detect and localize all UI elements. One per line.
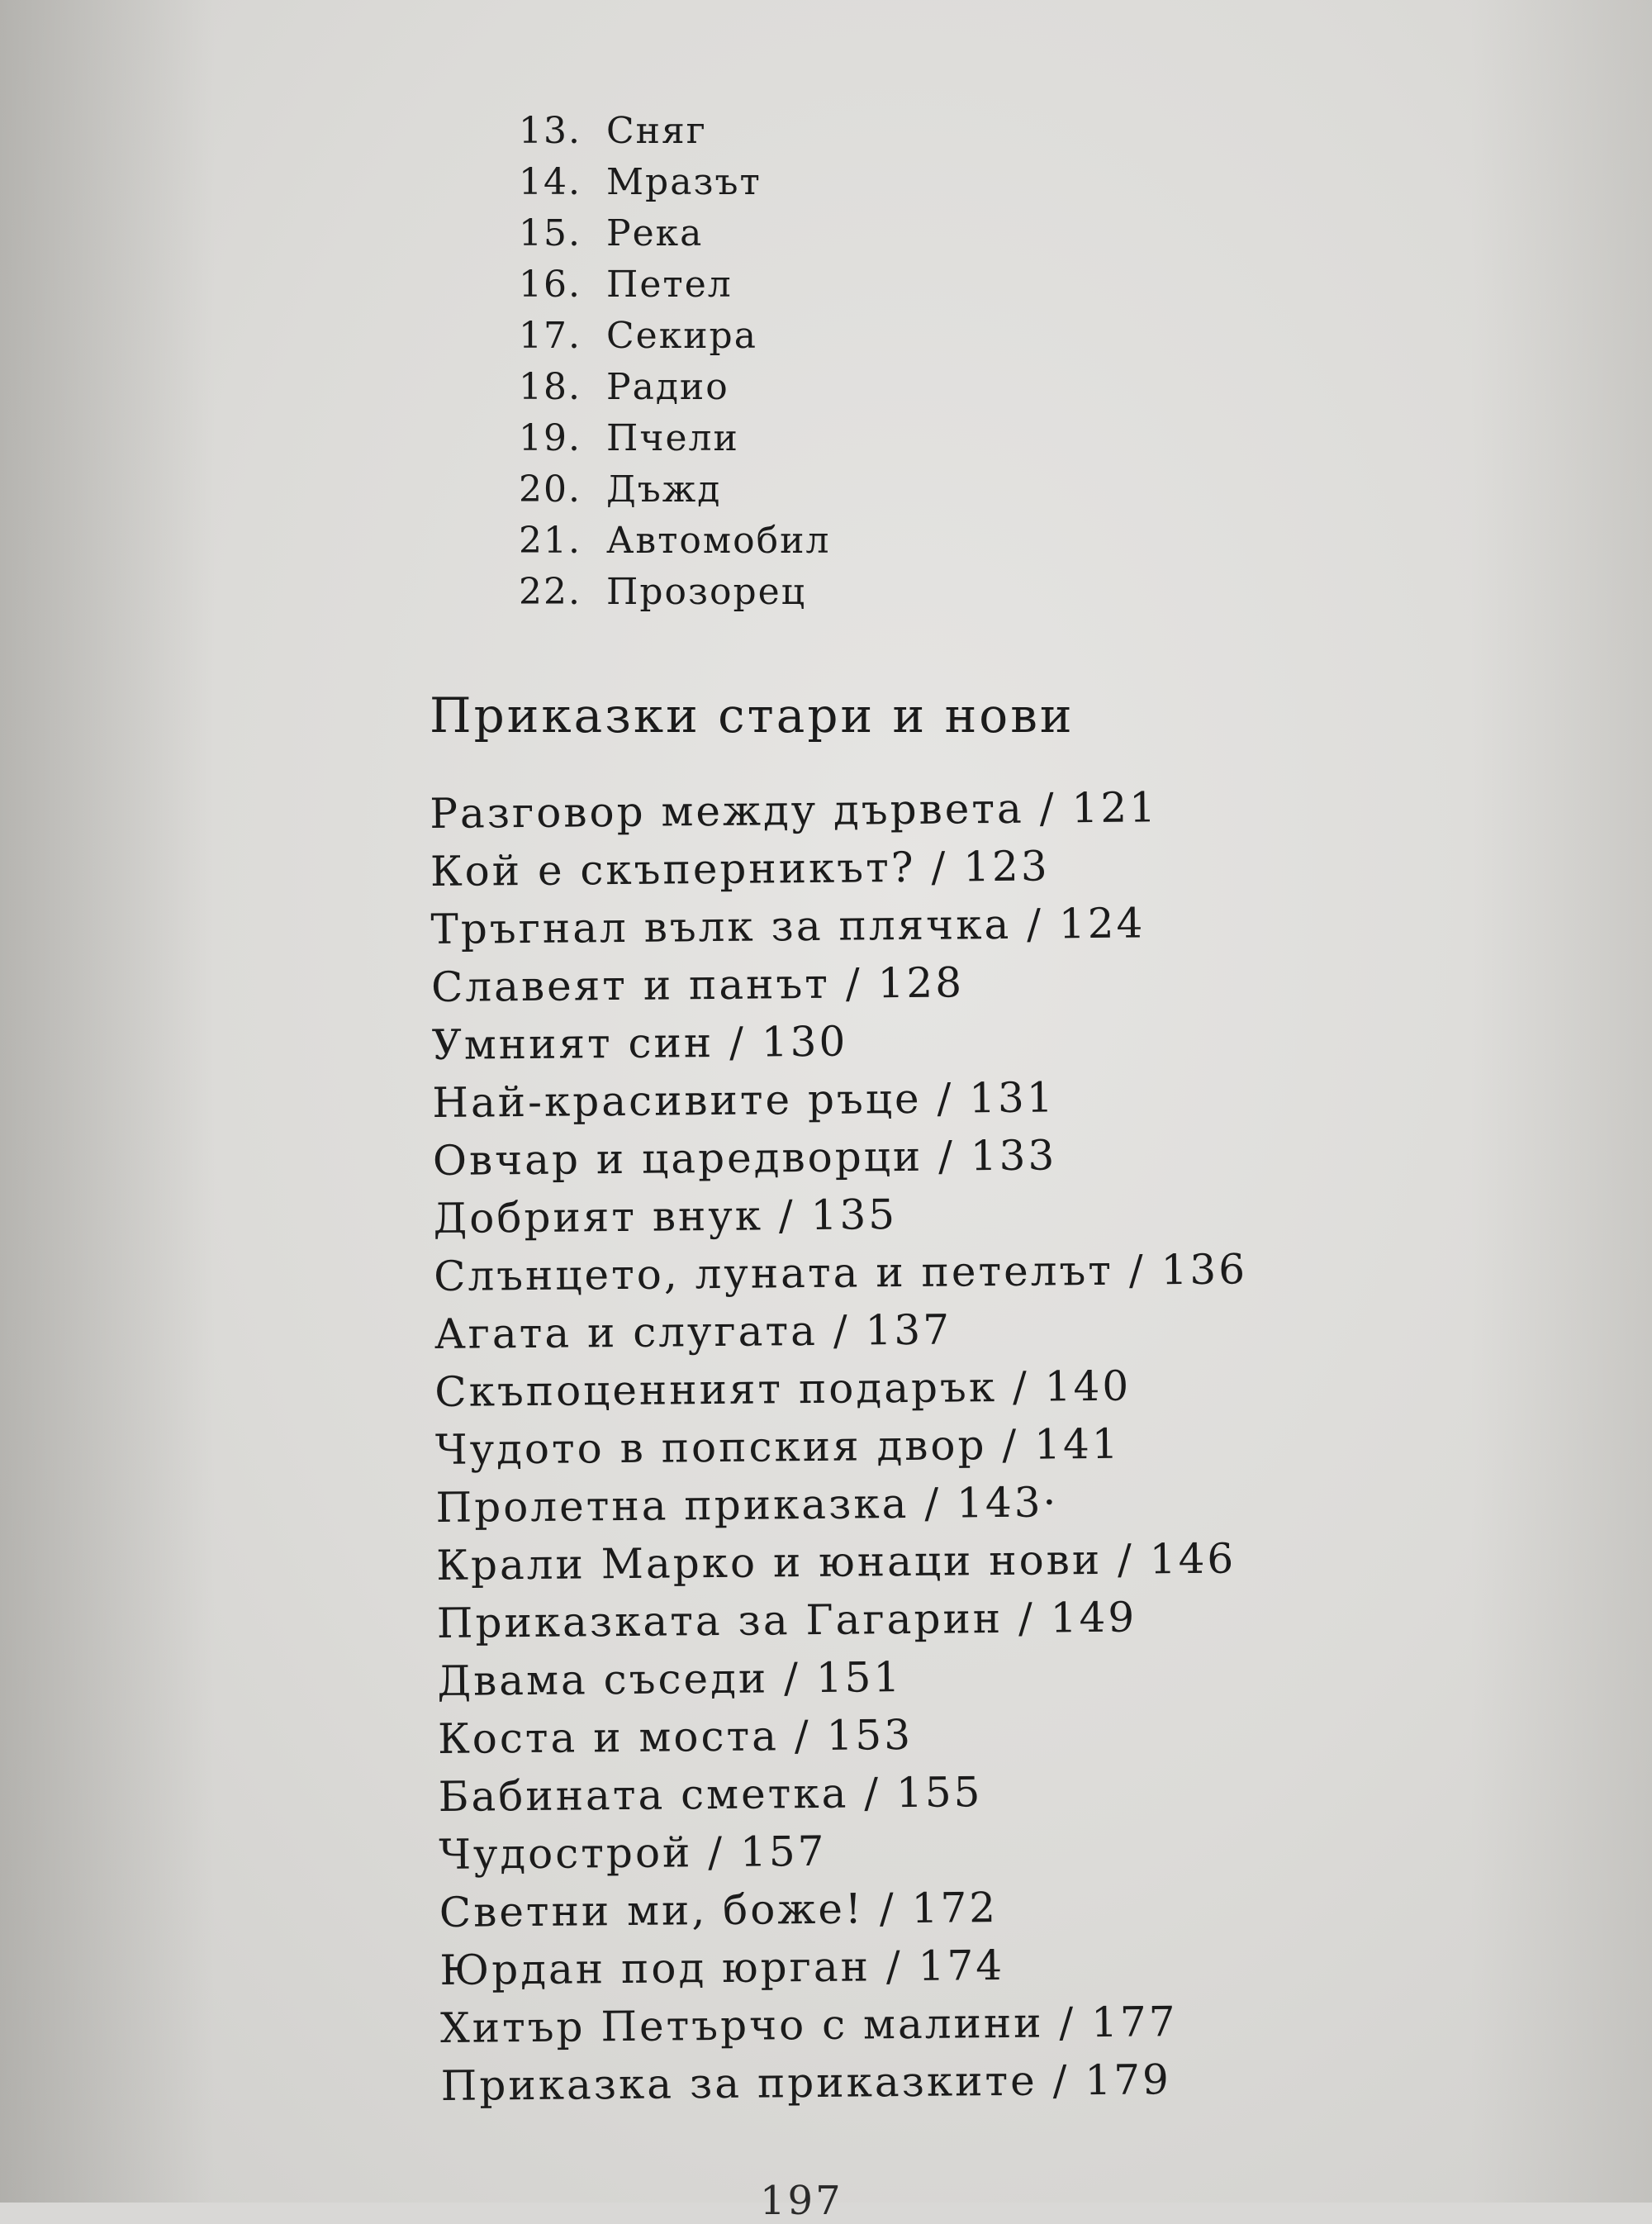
entry-title: Славеят и панът: [430, 959, 831, 1011]
entry-title: Приказка за приказките: [440, 2056, 1037, 2110]
entry-separator: /: [817, 1306, 866, 1355]
entry-separator: /: [921, 1074, 970, 1123]
entry-title: Тръгнал вълк за плячка: [430, 900, 1012, 953]
entry-title: Приказката за Гагарин: [436, 1594, 1004, 1647]
item-title: Река: [606, 212, 704, 254]
entry-separator: /: [713, 1018, 762, 1067]
section-title: Приказки стари и нови: [430, 687, 1075, 744]
item-title: Автомобил: [606, 520, 831, 562]
entry-title: Скъпоценният подарък: [434, 1363, 998, 1416]
entry-page: 155: [895, 1768, 983, 1818]
item-number: 22.: [519, 571, 582, 613]
list-item: [519, 567, 830, 618]
entry-title: Коста и моста: [437, 1712, 780, 1763]
toc-entry: [432, 1067, 1246, 1132]
toc-entry: [434, 1240, 1247, 1305]
entry-separator: /: [986, 1420, 1035, 1470]
entry-title: Кой е скъперникът?: [430, 843, 916, 896]
toc-entry: [437, 1645, 1251, 1710]
entry-separator: /: [1037, 2056, 1085, 2105]
entry-title: Агата и слугата: [434, 1306, 819, 1358]
toc-entry: [435, 1471, 1249, 1537]
page-number: [760, 2178, 859, 2224]
item-title: Радио: [606, 366, 729, 408]
entry-separator: /: [778, 1711, 827, 1761]
entry-separator: /: [1002, 1594, 1051, 1642]
entry-separator: /: [1023, 784, 1072, 833]
entry-title: Бабината сметка: [438, 1769, 849, 1821]
entry-title: Хитър Петърчо с малини: [439, 1998, 1044, 2052]
item-title: Дъжд: [606, 468, 722, 511]
item-number: 15.: [519, 212, 582, 254]
entry-title: Крали Марко и юнаци нови: [435, 1535, 1103, 1590]
toc-entry: [440, 2050, 1254, 2115]
toc-entry: [440, 1992, 1254, 2057]
entry-page: 123: [962, 842, 1050, 891]
list-item: [519, 311, 830, 362]
list-item: [519, 208, 830, 259]
item-number: 14.: [519, 161, 582, 203]
entry-title: Светни ми, боже!: [439, 1884, 865, 1936]
item-number: 18.: [519, 366, 582, 408]
toc-entry: [431, 951, 1245, 1016]
list-item: [519, 106, 830, 157]
entry-separator: /: [870, 1941, 919, 1991]
toc-entry: [430, 835, 1244, 901]
item-title: Петел: [606, 264, 733, 306]
entry-title: Двама съседи: [437, 1654, 769, 1705]
entry-page: 143·: [956, 1478, 1059, 1528]
toc-entry: [435, 1414, 1249, 1479]
entry-page: 146: [1149, 1534, 1237, 1584]
toc-entry: [439, 1818, 1252, 1884]
toc-entry: [430, 777, 1243, 843]
item-number: 16.: [519, 264, 582, 306]
entry-separator: /: [767, 1653, 817, 1703]
entry-separator: /: [762, 1190, 811, 1240]
entry-page: 172: [911, 1884, 999, 1932]
entry-page: 136: [1161, 1245, 1248, 1295]
entry-page: 149: [1050, 1593, 1137, 1642]
entry-separator: /: [1113, 1246, 1161, 1295]
entry-page: 179: [1085, 2055, 1172, 2105]
item-title: Прозорец: [606, 571, 807, 613]
entry-title: Слънцето, луната и петелът: [433, 1246, 1114, 1300]
page-shadow-right: [1470, 0, 1652, 2203]
item-number: 13.: [519, 110, 582, 152]
toc-entry: [438, 1703, 1251, 1768]
entry-separator: /: [1101, 1535, 1151, 1584]
entry-separator: /: [922, 1132, 971, 1181]
toc-entry: [439, 1934, 1253, 1999]
list-item: [519, 516, 830, 567]
entry-page: 121: [1071, 783, 1159, 833]
entry-page: 135: [810, 1190, 898, 1239]
entry-page: 137: [865, 1305, 952, 1355]
numbered-list: [519, 106, 830, 618]
item-title: Мразът: [606, 161, 762, 203]
list-item: [519, 259, 830, 311]
item-number: 21.: [519, 520, 582, 562]
entry-page: 131: [968, 1073, 1056, 1123]
toc-entry: [434, 1298, 1247, 1363]
toc-entry: [431, 1009, 1245, 1074]
list-item: [519, 157, 830, 208]
entry-page: 140: [1044, 1361, 1132, 1411]
item-title: Сняг: [606, 110, 707, 152]
entry-title: Юрдан под юрган: [439, 1942, 871, 1994]
entry-title: Пролетна приказка: [435, 1479, 909, 1532]
toc-entry: [439, 1876, 1253, 1941]
entry-separator: /: [848, 1769, 897, 1818]
toc-entry: [436, 1529, 1250, 1594]
item-title: Секира: [606, 315, 757, 357]
page-shadow-left: [0, 0, 215, 2203]
entry-separator: /: [829, 959, 878, 1008]
entry-separator: /: [692, 1827, 741, 1877]
entry-page: 177: [1090, 1998, 1178, 2047]
entry-title: Най-красивите ръце: [432, 1074, 922, 1127]
toc-entry: [434, 1356, 1248, 1421]
entry-title: Овчар и царедворци: [432, 1132, 923, 1185]
entry-page: 153: [826, 1710, 914, 1760]
entry-page: 141: [1033, 1419, 1121, 1469]
entry-title: Чудото в попския двор: [434, 1421, 987, 1474]
entry-page: 130: [761, 1017, 848, 1067]
list-item: [519, 464, 830, 516]
entry-page: 124: [1058, 899, 1146, 948]
entry-page: 174: [918, 1941, 1005, 1990]
toc-entry: [433, 1182, 1246, 1247]
entry-page: 133: [970, 1131, 1057, 1181]
entry-separator: /: [1043, 1998, 1092, 2047]
entry-page: 157: [739, 1827, 827, 1876]
entry-title: Умният син: [431, 1019, 714, 1069]
toc-entry: [430, 893, 1244, 958]
entry-title: Чудострой: [439, 1828, 693, 1879]
entry-separator: /: [863, 1884, 912, 1933]
entry-page: 128: [877, 958, 965, 1008]
item-number: 20.: [519, 468, 582, 511]
table-of-contents: [430, 777, 1255, 2115]
entry-separator: /: [915, 843, 964, 891]
toc-entry: [438, 1761, 1251, 1826]
entry-page: 151: [815, 1653, 903, 1702]
list-item: [519, 362, 830, 413]
item-title: Пчели: [606, 417, 739, 459]
list-item: [519, 413, 830, 464]
page-number-text: 197: [760, 2178, 843, 2224]
toc-entry: [433, 1124, 1246, 1190]
entry-title: Добрият внук: [433, 1191, 764, 1243]
entry-separator: /: [996, 1362, 1045, 1412]
entry-title: Разговор между дървета: [430, 784, 1025, 838]
entry-separator: /: [1010, 900, 1060, 948]
toc-entry: [437, 1587, 1251, 1652]
item-number: 17.: [519, 315, 582, 357]
item-number: 19.: [519, 417, 582, 459]
entry-separator: /: [909, 1479, 957, 1528]
